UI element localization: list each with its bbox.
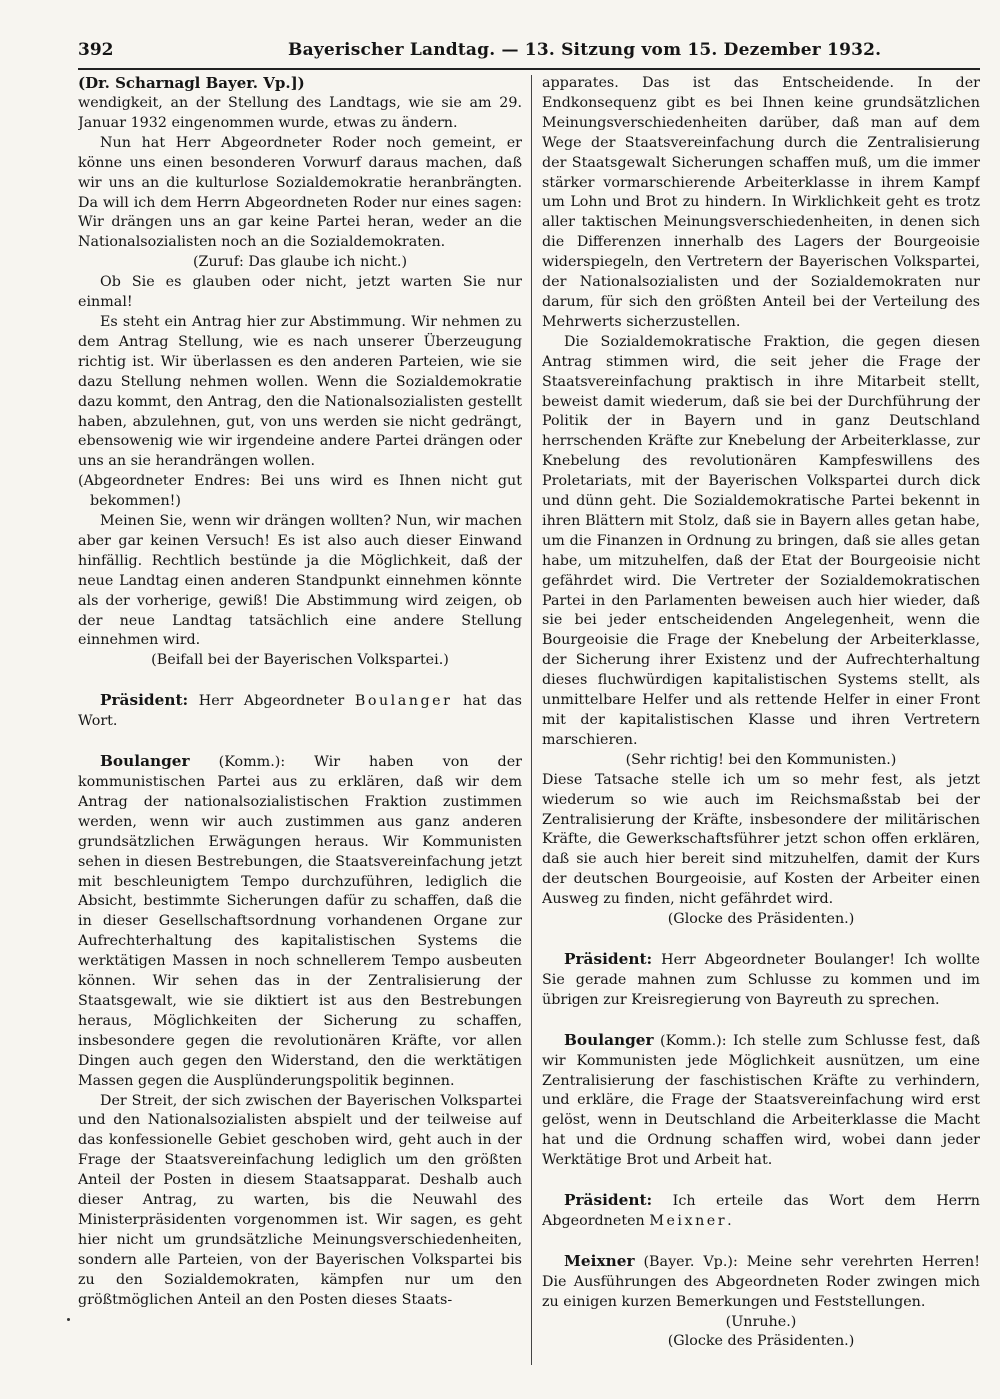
- speech-praesident: [542, 1191, 980, 1232]
- page-header: [78, 36, 980, 66]
- continuation-head: (Dr. Scharnagl Bayer. Vp.]): [78, 74, 305, 92]
- interjection: (Glocke des Präsidenten.): [667, 1333, 855, 1350]
- speech-meixner: [542, 1252, 980, 1313]
- speech-boulanger: [78, 752, 522, 1091]
- named-deputy: Boulanger: [354, 693, 453, 710]
- paragraph: Die Sozialdemokratische Fraktion, die gegen diesen Antrag stimmen wird, die seit jeher die Frage der Staatsvereinfachung praktisch in ihre Mitarbeit stellt, beweist damit wiederum, daß sie bei der Durchführung der Politik der in Bayern und in ganz Deutschland herrschenden Kräfte zur Knebelung der Arbeiterklasse, zur Knebelung des revolutionären Kampfeswillens des Proletariats, mit der Bayerischen Volkspartei durch dick und dünn geht. Die Sozialdemokratische Partei bekennt in ihren Blättern mit Stolz, daß sie in Bayern alles getan habe, um die Finanzen in Ordnung zu bringen, daß sie alles getan habe, um mitzuhelfen, daß der Etat der Bourgeoisie nicht gefährdet wird. Die Vertreter der Sozialdemokratischen Partei in den Parlamenten beweisen auch hier wieder, daß sie bei jeder entscheidenden Angelegenheit, wenn die Bourgeoisie die Frage der Knebelung der Arbeiterklasse, der Sicherung ihrer Existenz und der Aufrechterhaltung dieses fluchwürdigen kapitalistischen Systems stellt, als unmittelbare Helfer und als rettende Helfer in einer Front mit der kapitalistischen Klasse und ihren Vertretern marschieren.: [542, 333, 980, 748]
- paragraph: apparates. Das ist das Entscheidende. In der Endkonsequenz gibt es bei Ihnen keine grundsätzlichen Meinungsverschiedenheiten darüber, daß man auf dem Wege der Staatsvereinfachung durch die Zentralisierung der Staatsgewalt Sicherungen schaffen muß, um die immer stärker vormarschierende Arbeiterklasse in ihrem Kampf um Lohn und Brot zu hindern. In Wirklichkeit geht es trotz aller taktischen Meinungsverschiedenheiten, in denen sich die Differenzen innerhalb des Lagers der Bourgeoisie widerspiegeln, den Vertretern der Bayerischen Volkspartei, der Nationalsozialisten und der Sozialdemokraten nur darum, für sich den größten Anteil bei der Verteilung des Mehrwerts sicherzustellen.: [542, 75, 980, 330]
- paragraph: Nun hat Herr Abgeordneter Roder noch gemeint, er könne uns einen besonderen Vorwurf daraus machen, daß wir uns an die kulturlose Sozialdemokratie heranbrängten. Da will ich dem Herrn Abgeordneten Roder nur eines sagen: Wir drängen uns an gar keine Partei heran, weder an die Nationalsozialisten noch an die Sozialdemokraten.: [78, 134, 522, 251]
- interjection: (Sehr richtig! bei den Kommunisten.): [625, 751, 897, 768]
- speech-text: Ich erteile das Wort dem Herrn Abgeordneten: [542, 1193, 980, 1229]
- left-column: [78, 74, 522, 1364]
- running-title: Bayerischer Landtag. — 13. Sitzung vom 15. Dezember 1932.: [288, 40, 882, 60]
- paragraph: Der Streit, der sich zwischen der Bayerischen Volkspartei und den Nationalsozialisten abspielt und der teilweise auf das konfessionelle Gebiet geschoben wird, geht auch in der Frage der Staatsvereinfachung lediglich um den größten Anteil der Posten in diesem Staatsapparat. Deshalb auch dieser Antrag, zu warten, bis die Neuwahl des Ministerpräsidenten vorgenommen ist. Wir sagen, es geht hier nicht um grundsätzliche Meinungsverschiedenheiten, sondern alle Parteien, von der Bayerischen Volkspartei bis zu den Sozialdemokraten, kämpfen nur um den größtmöglichen Anteil an den Posten dieses Staats-: [78, 1092, 522, 1308]
- paragraph: Meinen Sie, wenn wir drängen wollten? Nun, wir machen aber gar keinen Versuch! Es ist also auch dieser Einwand hinfällig. Rechtlich bestünde ja die Möglichkeit, daß der neue Landtag einen anderen Standpunkt einnehmen könnte als der vorherige, gewiß! Die Abstimmung wird zeigen, ob der neue Landtag tatsächlich eine andere Stellung einnehmen wird.: [78, 513, 522, 649]
- speech-text: (Komm.): Ich stelle zum Schlusse fest, daß wir Kommunisten jede Möglichkeit ausnützen, um eine Zentralisierung der faschistischen Kräfte zu verhindern, und erkläre, die Frage der Staatsvereinfachung wird erst gelöst, wenn in Deutschland die Arbeiterklasse die Macht hat und die Ordnung schaffen wird, wobei dann jeder Werktätige Brot und Arbeit hat.: [542, 1032, 980, 1169]
- paragraph: Ob Sie es glauben oder nicht, jetzt warten Sie nur einmal!: [78, 274, 522, 311]
- speech-text: (Komm.): Wir haben von der kommunistischen Partei aus zu erklären, daß wir dem Antrag der nationalsozialistischen Fraktion zustimmen werden, wenn wir auch zustimmen aus ganz anderen grundsätzlichen Erwägungen heraus. Wir Kommunisten sehen in diesen Bestrebungen, die Staatsvereinfachung jetzt mit beschleunigtem Tempo durchzuführen, lediglich die Absicht, bestimmte Sicherungen dafür zu schaffen, daß die in dieser Gesellschaftsordnung vorhandenen Organe zur Aufrechterhaltung des kapitalistischen Systems die werktätigen Massen in noch schnellerem Tempo ausbeuten können. Wir sehen das in der Zentralisierung der Staatsgewalt, wie sie diktiert ist aus den Bestrebungen heraus, Möglichkeiten der Sicherung zu schaffen, insbesondere gegen die revolutionären Kräfte, vor allen Dingen auch gegen den Widerstand, den die werktätigen Massen gegen die Ausplünderungspolitik beginnen.: [78, 754, 522, 1089]
- speech-text: Herr Abgeordneter Boulanger! Ich wollte Sie gerade mahnen zum Schlusse zu kommen und im übrigen zur Kreisregierung von Bayreuth zu sprechen.: [542, 951, 980, 1008]
- speech-text: .: [727, 1212, 732, 1229]
- speech-text: Herr Abgeordneter: [198, 693, 345, 710]
- page-number: 392: [78, 40, 114, 60]
- speech-boulanger: [542, 1031, 980, 1171]
- speech-praesident: [78, 691, 522, 732]
- scan-speck: [67, 1318, 70, 1321]
- paragraph: Es steht ein Antrag hier zur Abstimmung. Wir nehmen zu dem Antrag Stellung, wie es nach unserer Überzeugung richtig ist. Wir überlassen es den anderen Parteien, wie sie dazu Stellung nehmen wollen. Wenn die Sozialdemokratie dazu kommt, den Antrag, den die Nationalsozialisten gestellt haben, abzulehnen, gut, von uns werden sie nicht gedrängt, ebensowenig wie wir irgendeine andere Partei drängen oder uns an sie herandrängen wollen.: [78, 313, 522, 470]
- paragraph: wendigkeit, an der Stellung des Landtags, wie sie am 29. Januar 1932 eingenommen wurde, etwas zu ändern.: [78, 95, 522, 131]
- right-column: [542, 74, 980, 1364]
- speaker-name: Präsident:: [564, 949, 653, 968]
- speech-text: (Bayer. Vp.): Meine sehr verehrten Herren! Die Ausführungen des Abgeordneten Roder zwingen mich zu einigen kurzen Bemerkungen und Feststellungen.: [542, 1253, 980, 1310]
- speaker-name: Präsident:: [100, 691, 189, 710]
- interjection: (Glocke des Präsidenten.): [667, 911, 855, 928]
- speaker-name: Präsident:: [564, 1191, 653, 1210]
- interjection: (Unruhe.): [725, 1313, 797, 1330]
- interjection: (Zuruf: Das glaube ich nicht.): [192, 254, 408, 271]
- named-deputy: Meixner: [649, 1212, 728, 1229]
- header-rule: [78, 68, 980, 70]
- column-divider: [531, 75, 532, 1365]
- paragraph: Diese Tatsache stelle ich um so mehr fest, als jetzt wiederum so wie auch im Reichsmaßstab bei der Zentralisierung der Kräfte, insbesondere der militärischen Kräfte, die Gewerkschaftsführer jetzt schon offen erklären, daß sie auch hier bereit sind mitzuhelfen, damit der Kurs der deutschen Bourgeoisie, auf Kosten der Arbeiter einen Ausweg zu finden, nicht gefährdet wird.: [542, 771, 980, 908]
- interjection: (Beifall bei der Bayerischen Volkspartei.): [151, 652, 449, 669]
- speaker-name: Boulanger: [100, 752, 190, 771]
- speaker-name: Boulanger: [564, 1030, 654, 1049]
- interjection: (Abgeordneter Endres: Bei uns wird es Ihnen nicht gut bekommen!): [78, 473, 522, 510]
- speech-praesident: [542, 950, 980, 1011]
- speaker-name: Meixner: [564, 1251, 635, 1270]
- speech-text: hat das Wort.: [78, 693, 522, 730]
